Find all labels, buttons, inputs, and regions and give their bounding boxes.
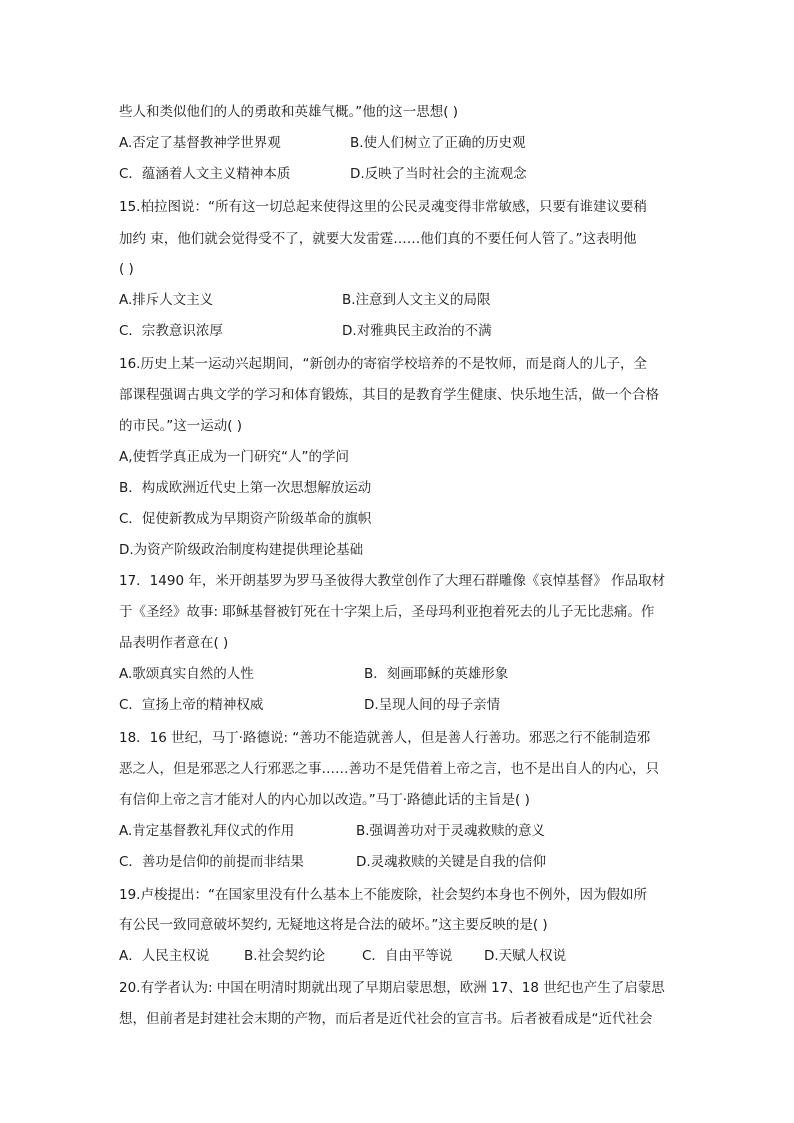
q14-option-a: A.否定了基督教神学世界观 bbox=[119, 135, 281, 151]
q15-option-d: D.对雅典民主政治的不满 bbox=[342, 323, 492, 339]
q15-option-c: C．宗教意识浓厚 bbox=[119, 323, 223, 339]
q15-line-1: 15.柏拉图说：“所有这一切总起来使得这里的公民灵魂变得非常敏感，只要有谁建议要稍 bbox=[119, 199, 647, 215]
q16-option-c: C．促使新教成为早期资产阶级革命的旗帜 bbox=[119, 511, 372, 527]
q17-line-1: 17．1490 年，米开朗基罗为罗马圣彼得大教堂创作了大理石群雕像《哀悼基督》 作品取材 bbox=[119, 573, 666, 589]
q16-option-a: A,使哲学真正成为一门研究“人”的学问 bbox=[119, 449, 350, 465]
q18-option-b: B.强调善功对于灵魂救赎的意义 bbox=[356, 823, 546, 839]
q15-option-a: A.排斥人文主义 bbox=[119, 292, 214, 308]
q20-line-2: 想，但前者是封建社会末期的产物，而后者是近代社会的宣言书。后者被看成是“近代社会 bbox=[119, 1011, 653, 1027]
q16-option-d: D.为资产阶级政治制度构建提供理论基础 bbox=[119, 542, 364, 558]
q16-line-1: 16.历史上某一运动兴起期间，“新创办的寄宿学校培养的不是牧师，而是商人的儿子，全 bbox=[119, 356, 647, 372]
q15-option-b: B.注意到人文主义的局限 bbox=[342, 292, 491, 308]
q19-option-b: B.社会契约论 bbox=[244, 948, 326, 964]
q16-line-2: 部课程强调古典文学的学习和体育锻炼，其目的是教育学生健康、快乐地生活，做一个合格 bbox=[119, 387, 659, 403]
q19-line-1: 19.卢梭提出：“在国家里没有什么基本上不能废除，社会契约本身也不例外，因为假如所 bbox=[119, 887, 647, 903]
q16-line-3: 的市民。”这一运动( ) bbox=[119, 418, 243, 434]
intro-line-1: 些人和类似他们的人的勇敢和英雄气概。”他的这一思想( ) bbox=[119, 104, 459, 120]
q18-line-2: 恶之人，但是邪恶之人行邪恶之事……善功不是凭借着上帝之言，也不是出自人的内心，只 bbox=[119, 761, 659, 777]
q17-option-d: D.呈现人间的母子亲情 bbox=[364, 697, 501, 713]
q16-option-b: B．构成欧洲近代史上第一次思想解放运动 bbox=[119, 480, 372, 496]
q14-option-d: D.反映了当时社会的主流观念 bbox=[350, 166, 527, 182]
q18-option-a: A.肯定基督教礼拜仪式的作用 bbox=[119, 823, 295, 839]
q17-option-b: B．刻画耶稣的英雄形象 bbox=[364, 666, 509, 682]
q20-line-1: 20.有学者认为: 中国在明清时期就出现了早期启蒙思想，欧洲 17、18 世纪也产生了启蒙思 bbox=[119, 980, 665, 996]
q18-line-3: 有信仰上帝之言才能对人的内心加以改造。”马丁·路德此话的主旨是( ) bbox=[119, 792, 530, 808]
q19-line-2: 有公民一致同意破坏契约, 无疑地这将是合法的破坏。”这主要反映的是( ) bbox=[119, 917, 548, 933]
q18-option-d: D.灵魂救赎的关键是自我的信仰 bbox=[356, 854, 547, 870]
q17-line-3: 品表明作者意在( ) bbox=[119, 635, 229, 651]
q18-line-1: 18．16 世纪，马丁·路德说: “善功不能造就善人，但是善人行善功。邪恶之行不能制造邪 bbox=[119, 730, 651, 746]
q15-line-2: 加约 束，他们就会觉得受不了，就要大发雷霆……他们真的不要任何人管了。”这表明他 bbox=[119, 231, 637, 247]
q17-option-c: C．宣扬上帝的精神权威 bbox=[119, 697, 264, 713]
q14-option-c: C．蕴涵着人文主义精神本质 bbox=[119, 166, 291, 182]
q18-option-c: C．善功是信仰的前提而非结果 bbox=[119, 854, 304, 870]
q17-line-2: 于《圣经》故事: 耶稣基督被钉死在十字架上后，圣母玛利亚抱着死去的儿子无比悲痛。作 bbox=[119, 604, 655, 620]
q15-line-3: ( ) bbox=[119, 261, 134, 277]
q19-option-c: C．自由平等说 bbox=[362, 948, 453, 964]
q19-option-a: A．人民主权说 bbox=[119, 948, 210, 964]
q19-option-d: D.天赋人权说 bbox=[484, 948, 567, 964]
q14-option-b: B.使人们树立了正确的历史观 bbox=[350, 135, 526, 151]
q17-option-a: A.歌颂真实自然的人性 bbox=[119, 666, 254, 682]
